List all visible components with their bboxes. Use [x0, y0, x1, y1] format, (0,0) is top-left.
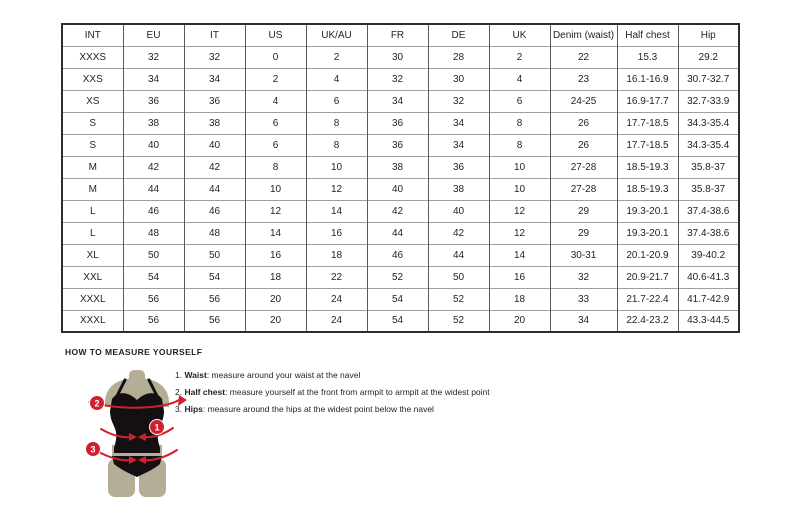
- measure-title: HOW TO MEASURE YOURSELF: [65, 347, 203, 357]
- size-cell: 32: [184, 46, 245, 68]
- size-cell: 20: [245, 310, 306, 332]
- size-cell: 16.1-16.9: [617, 68, 678, 90]
- size-cell: 12: [306, 178, 367, 200]
- measure-step: [175, 405, 490, 414]
- measure-steps: [175, 371, 490, 422]
- size-cell: 6: [306, 90, 367, 112]
- step-term: Half chest: [184, 387, 226, 397]
- marker-3-number: 3: [90, 444, 96, 455]
- size-cell: 27-28: [550, 156, 617, 178]
- size-cell: 18: [489, 288, 550, 310]
- size-cell: 30.7-32.7: [678, 68, 739, 90]
- size-cell: 32: [550, 266, 617, 288]
- size-cell: L: [62, 222, 123, 244]
- size-cell: 46: [123, 200, 184, 222]
- size-cell: 44: [123, 178, 184, 200]
- step-text: : measure around the hips at the widest point below the navel: [202, 404, 434, 414]
- size-cell: 29: [550, 200, 617, 222]
- size-cell: 10: [489, 156, 550, 178]
- size-cell: 0: [245, 46, 306, 68]
- size-cell: XXXS: [62, 46, 123, 68]
- size-cell: 32: [123, 46, 184, 68]
- size-cell: 30-31: [550, 244, 617, 266]
- table-row: [62, 222, 739, 244]
- step-text: : measure around your waist at the navel: [206, 370, 361, 380]
- size-cell: 40: [367, 178, 428, 200]
- size-cell: 40.6-41.3: [678, 266, 739, 288]
- size-cell: 50: [428, 266, 489, 288]
- size-cell: 22.4-23.2: [617, 310, 678, 332]
- size-cell: 22: [550, 46, 617, 68]
- size-cell: 12: [489, 222, 550, 244]
- size-cell: 18.5-19.3: [617, 156, 678, 178]
- step-term: Hips: [184, 404, 203, 414]
- table-row: [62, 68, 739, 90]
- size-cell: XXL: [62, 266, 123, 288]
- size-cell: 48: [123, 222, 184, 244]
- size-cell: 16: [306, 222, 367, 244]
- size-cell: XXXL: [62, 288, 123, 310]
- size-cell: 8: [306, 134, 367, 156]
- size-cell: 18: [306, 244, 367, 266]
- step-term: Waist: [184, 370, 207, 380]
- measure-step: [175, 371, 490, 380]
- table-row: [62, 178, 739, 200]
- size-cell: 30: [367, 46, 428, 68]
- step-index: 3.: [175, 404, 185, 414]
- size-cell: 50: [123, 244, 184, 266]
- table-body: [62, 46, 739, 332]
- size-cell: 52: [428, 288, 489, 310]
- size-cell: 36: [367, 112, 428, 134]
- size-cell: 17.7-18.5: [617, 112, 678, 134]
- size-cell: 41.7-42.9: [678, 288, 739, 310]
- table-row: [62, 46, 739, 68]
- size-cell: XL: [62, 244, 123, 266]
- column-header: UK/AU: [306, 24, 367, 46]
- size-cell: 6: [245, 134, 306, 156]
- size-cell: 29: [550, 222, 617, 244]
- size-cell: M: [62, 156, 123, 178]
- size-cell: 35.8-37: [678, 178, 739, 200]
- size-cell: 40: [428, 200, 489, 222]
- size-cell: 39-40.2: [678, 244, 739, 266]
- step-index: 1.: [175, 370, 185, 380]
- size-cell: 8: [306, 112, 367, 134]
- size-cell: 36: [123, 90, 184, 112]
- size-cell: XS: [62, 90, 123, 112]
- size-cell: 17.7-18.5: [617, 134, 678, 156]
- size-cell: 12: [489, 200, 550, 222]
- size-cell: 56: [184, 310, 245, 332]
- step-text: : measure yourself at the front from armpit to armpit at the widest point: [225, 387, 490, 397]
- size-cell: 35.8-37: [678, 156, 739, 178]
- size-cell: 24-25: [550, 90, 617, 112]
- size-cell: 48: [184, 222, 245, 244]
- size-cell: 30: [428, 68, 489, 90]
- column-header: US: [245, 24, 306, 46]
- size-cell: 26: [550, 134, 617, 156]
- size-cell: 38: [123, 112, 184, 134]
- size-cell: M: [62, 178, 123, 200]
- size-cell: 2: [306, 46, 367, 68]
- size-cell: 2: [489, 46, 550, 68]
- size-cell: 19.3-20.1: [617, 222, 678, 244]
- size-cell: 43.3-44.5: [678, 310, 739, 332]
- size-cell: 34: [367, 90, 428, 112]
- size-cell: XXXL: [62, 310, 123, 332]
- size-cell: L: [62, 200, 123, 222]
- size-cell: 6: [245, 112, 306, 134]
- size-cell: 14: [306, 200, 367, 222]
- size-cell: S: [62, 112, 123, 134]
- column-header: Denim (waist): [550, 24, 617, 46]
- size-cell: 34: [123, 68, 184, 90]
- how-to-measure-section: [65, 347, 745, 512]
- marker-2-number: 2: [94, 398, 100, 409]
- size-cell: 32: [428, 90, 489, 112]
- size-cell: 8: [489, 134, 550, 156]
- size-cell: 23: [550, 68, 617, 90]
- size-chart-table: [61, 23, 740, 333]
- size-cell: 4: [489, 68, 550, 90]
- size-cell: 46: [367, 244, 428, 266]
- step-index: 2.: [175, 387, 185, 397]
- column-header: FR: [367, 24, 428, 46]
- size-cell: 10: [245, 178, 306, 200]
- size-cell: 20.1-20.9: [617, 244, 678, 266]
- size-cell: 8: [245, 156, 306, 178]
- column-header: Half chest: [617, 24, 678, 46]
- table-row: [62, 200, 739, 222]
- size-cell: 36: [428, 156, 489, 178]
- size-cell: 42: [367, 200, 428, 222]
- size-cell: 56: [123, 288, 184, 310]
- size-cell: 56: [123, 310, 184, 332]
- size-cell: 18.5-19.3: [617, 178, 678, 200]
- size-cell: 20: [489, 310, 550, 332]
- size-cell: 20.9-21.7: [617, 266, 678, 288]
- column-header: EU: [123, 24, 184, 46]
- size-cell: 34: [428, 112, 489, 134]
- size-cell: 44: [184, 178, 245, 200]
- size-cell: 32: [367, 68, 428, 90]
- size-cell: 44: [428, 244, 489, 266]
- table-row: [62, 156, 739, 178]
- size-cell: 10: [306, 156, 367, 178]
- size-cell: 21.7-22.4: [617, 288, 678, 310]
- mannequin-illustration: [85, 369, 189, 500]
- table-row: [62, 112, 739, 134]
- size-cell: 36: [367, 134, 428, 156]
- size-cell: 24: [306, 310, 367, 332]
- size-cell: 18: [245, 266, 306, 288]
- size-cell: 34: [184, 68, 245, 90]
- size-cell: 29.2: [678, 46, 739, 68]
- size-cell: 40: [184, 134, 245, 156]
- table-row: [62, 266, 739, 288]
- table-header-row: [62, 24, 739, 46]
- size-cell: 52: [367, 266, 428, 288]
- size-cell: 34: [550, 310, 617, 332]
- size-cell: 32.7-33.9: [678, 90, 739, 112]
- size-cell: 22: [306, 266, 367, 288]
- size-cell: 50: [184, 244, 245, 266]
- size-cell: 34: [428, 134, 489, 156]
- size-cell: 19.3-20.1: [617, 200, 678, 222]
- column-header: Hip: [678, 24, 739, 46]
- size-cell: 56: [184, 288, 245, 310]
- size-cell: 15.3: [617, 46, 678, 68]
- size-cell: 6: [489, 90, 550, 112]
- size-cell: S: [62, 134, 123, 156]
- size-cell: 16: [245, 244, 306, 266]
- size-cell: 42: [428, 222, 489, 244]
- size-cell: 33: [550, 288, 617, 310]
- table-row: [62, 244, 739, 266]
- size-cell: 38: [367, 156, 428, 178]
- size-cell: 4: [306, 68, 367, 90]
- size-cell: 10: [489, 178, 550, 200]
- column-header: UK: [489, 24, 550, 46]
- size-cell: 54: [367, 310, 428, 332]
- size-cell: 54: [367, 288, 428, 310]
- size-cell: 38: [428, 178, 489, 200]
- size-cell: 4: [245, 90, 306, 112]
- size-cell: 24: [306, 288, 367, 310]
- table-row: [62, 90, 739, 112]
- size-cell: 12: [245, 200, 306, 222]
- size-cell: 42: [123, 156, 184, 178]
- size-cell: 14: [489, 244, 550, 266]
- size-cell: 26: [550, 112, 617, 134]
- size-cell: 52: [428, 310, 489, 332]
- size-cell: XXS: [62, 68, 123, 90]
- size-cell: 14: [245, 222, 306, 244]
- column-header: INT: [84, 29, 101, 41]
- size-cell: 38: [184, 112, 245, 134]
- size-cell: 46: [184, 200, 245, 222]
- size-cell: 16: [489, 266, 550, 288]
- table-row: [62, 134, 739, 156]
- size-cell: 37.4-38.6: [678, 200, 739, 222]
- size-cell: 28: [428, 46, 489, 68]
- column-header: DE: [428, 24, 489, 46]
- size-cell: 44: [367, 222, 428, 244]
- size-cell: 34.3-35.4: [678, 134, 739, 156]
- size-cell: 36: [184, 90, 245, 112]
- size-cell: 2: [245, 68, 306, 90]
- size-cell: 8: [489, 112, 550, 134]
- size-cell: 54: [184, 266, 245, 288]
- size-cell: 20: [245, 288, 306, 310]
- size-cell: 34.3-35.4: [678, 112, 739, 134]
- marker-1-number: 1: [154, 422, 160, 433]
- table-row: [62, 310, 739, 332]
- size-cell: 16.9-17.7: [617, 90, 678, 112]
- mannequin-figure-icon: [85, 369, 189, 500]
- size-cell: 54: [123, 266, 184, 288]
- size-cell: 27-28: [550, 178, 617, 200]
- measure-step: [175, 388, 490, 397]
- size-cell: 40: [123, 134, 184, 156]
- size-cell: 37.4-38.6: [678, 222, 739, 244]
- column-header: IT: [184, 24, 245, 46]
- table-row: [62, 288, 739, 310]
- size-cell: 42: [184, 156, 245, 178]
